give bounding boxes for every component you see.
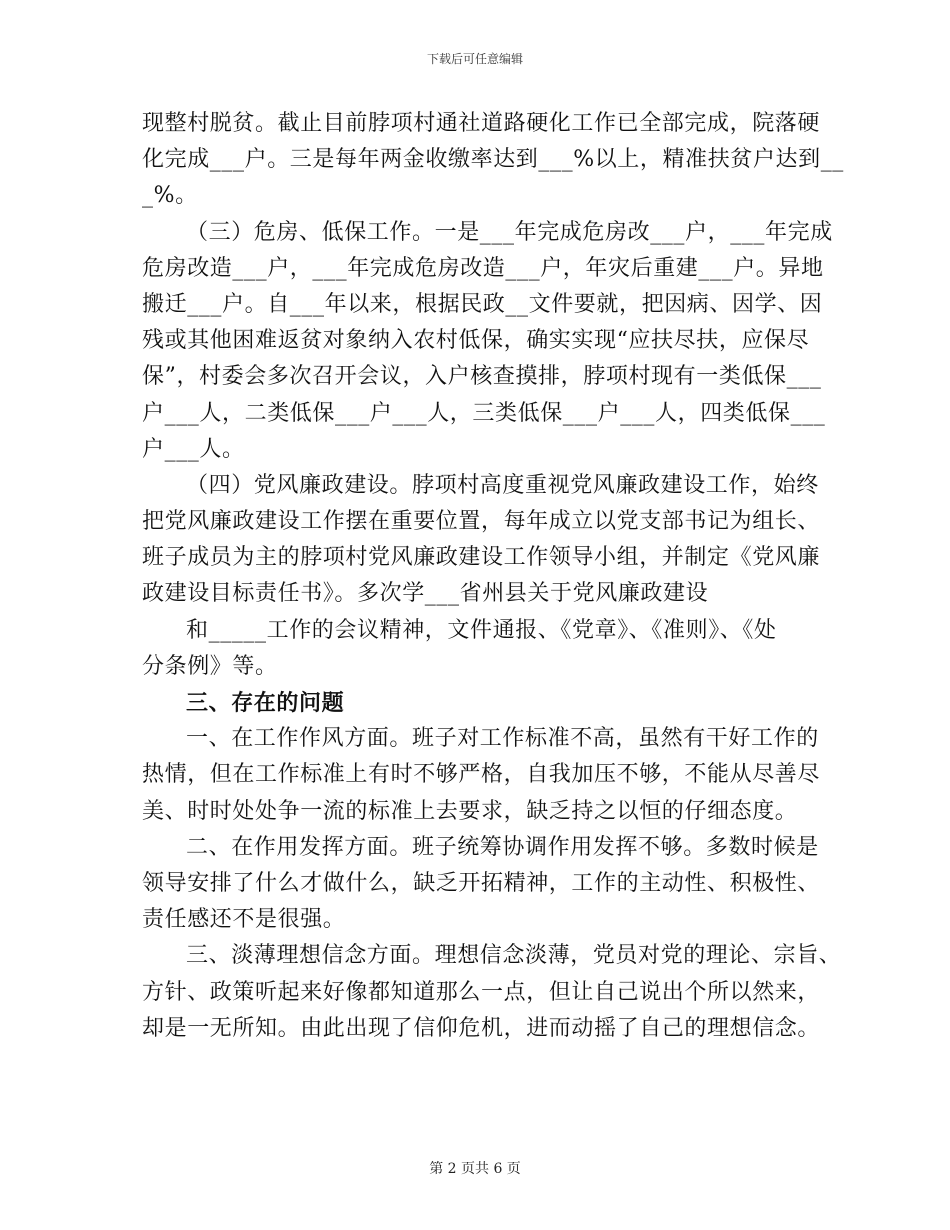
- text-line: 政建设目标责任书》。多次学___省州县关于党风廉政建设: [142, 581, 709, 607]
- text-line: 化完成___户。三是每年两金收缴率达到___%以上，精准扶贫户达到__: [142, 147, 844, 173]
- text-line: 和_____工作的会议精神，文件通报、《党章》、《准则》、《处: [186, 617, 777, 643]
- section-heading: 三、存在的问题: [186, 690, 345, 716]
- text-line: 把党风廉政建设工作摆在重要位置，每年成立以党支部书记为组长、: [142, 509, 821, 535]
- text-line: 领导安排了什么才做什么，缺乏开拓精神，工作的主动性、积极性、: [142, 870, 821, 896]
- text-line: 二、在作用发挥方面。班子统筹协调作用发挥不够。多数时候是: [186, 834, 819, 860]
- text-line: 分条例》等。: [142, 653, 278, 679]
- text-line: _%。: [142, 183, 198, 209]
- text-line: 搬迁___户。自___年以来，根据民政__文件要就，把因病、因学、因: [142, 291, 823, 317]
- text-line: 班子成员为主的脖项村党风廉政建设工作领导小组，并制定《党风廉: [142, 545, 821, 571]
- text-line: 现整村脱贫。截止目前脖项村通社道路硬化工作已全部完成，院落硬: [142, 111, 821, 136]
- text-line: 户___人。: [142, 436, 245, 462]
- text-line: 一、在工作作风方面。班子对工作标准不高，虽然有干好工作的: [186, 726, 819, 752]
- text-line: （四）党风廉政建设。脖项村高度重视党风廉政建设工作，始终: [186, 472, 819, 498]
- text-line: 责任感还不是很强。: [142, 907, 346, 933]
- text-line: 残或其他困难返贫对象纳入农村低保，确实实现“应扶尽扶，应保尽: [142, 328, 810, 354]
- text-line: 却是一无所知。由此出现了信仰危机，进而动摇了自己的理想信念。: [142, 1015, 821, 1041]
- text-line: 户___人，二类低保___户___人，三类低保___户___人，四类低保___: [142, 400, 826, 426]
- page-header: 下载后可任意编辑: [426, 52, 523, 66]
- text-line: 保”，村委会多次召开会议，入户核查摸排，脖项村现有一类低保___: [142, 364, 822, 390]
- text-line: 美、时时处处争一流的标准上去要求，缺乏持之以恒的仔细态度。: [142, 798, 798, 824]
- text-line: 危房改造___户，___年完成危房改造___户，年灾后重建___户。异地: [142, 255, 824, 281]
- page-footer: 第 2 页共 6 页: [429, 1161, 521, 1177]
- text-line: 热情，但在工作标准上有时不够严格，自我加压不够，不能从尽善尽: [142, 762, 821, 788]
- text-line: （三）危房、低保工作。一是___年完成危房改___户，___年完成: [186, 219, 833, 245]
- text-line: 三、淡薄理想信念方面。理想信念淡薄，党员对党的理论、宗旨、: [186, 943, 842, 969]
- text-line: 方针、政策听起来好像都知道那么一点，但让自己说出个所以然来，: [142, 979, 821, 1005]
- document-body: [142, 106, 844, 1047]
